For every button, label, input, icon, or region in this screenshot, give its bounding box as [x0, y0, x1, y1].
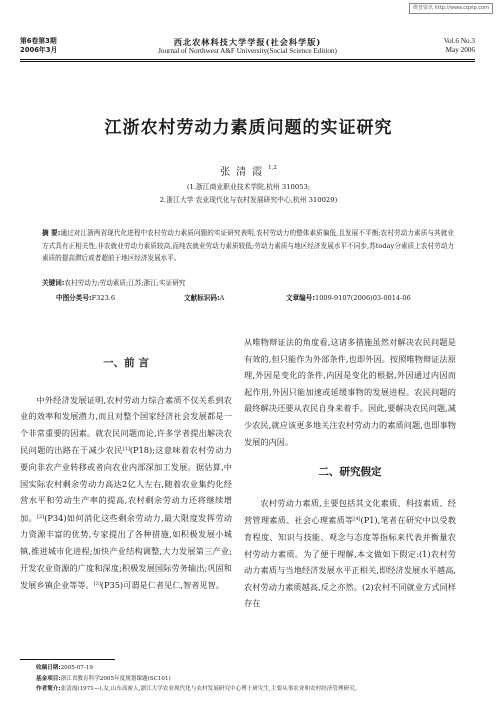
header-rule-thick — [20, 59, 475, 60]
author-affiliation-marker: 1,2 — [268, 165, 277, 171]
volume-en: Vol.6 No.3 — [443, 37, 475, 45]
date-cn: 2006年3月 — [20, 46, 58, 54]
journal-name-en: Journal of Northwest A&F University(Social Science Edition) — [158, 47, 337, 55]
clc-label: 中图分类号: — [56, 294, 92, 302]
article-number — [286, 294, 411, 303]
abstract — [42, 227, 454, 265]
volume-cn: 第6卷第3期 — [20, 37, 57, 45]
left-column — [20, 355, 232, 594]
citation-ref: [4] — [353, 516, 361, 523]
journal-name — [20, 37, 475, 56]
clc-number — [56, 294, 115, 303]
keywords-text: 农村劳动力;劳动素质;江苏;浙江;实证研究 — [64, 279, 186, 287]
keywords-label: 关键词: — [42, 279, 65, 287]
document-code — [184, 294, 224, 303]
citation-ref: [1] — [122, 446, 130, 453]
section-heading-introduction: 一、前 言 — [103, 357, 149, 369]
footnote-author-bio: 作者简介:张清霞(1971—),女,山东高密人,浙江大学农业现代化与农村发展研究中心博士研究生,主要从事农业和农村经济管理研究。 — [36, 686, 361, 693]
article-title: 江浙农村劳动力素质问题的实证研究 — [104, 118, 393, 138]
citation-ref: [3] — [93, 581, 101, 588]
author-line — [0, 163, 497, 178]
citation-ref: [2] — [37, 513, 45, 520]
footnotes — [36, 663, 476, 695]
affiliation-2: 2.浙江大学 农业现代化与农村发展研究中心,杭州 310029) — [159, 196, 338, 204]
footnote-rule — [20, 659, 115, 660]
abstract-text: 通过对江浙两省现代化进程中农村劳动力素质问题的实证研究表明,农村劳动力的整体素质偏低,且发展不平衡;农村劳动力素质与其就业方式具有正相关性,非农就业劳动力素质较高,而纯农就业劳动力素质较低;劳动力素质与地区经济发展水平不同步,苏today分素质上农村劳动力素质的提高滞后或者超前于地区经济发展水平。 — [42, 229, 454, 263]
article-no-label: 文章编号: — [286, 294, 316, 302]
watermark: 维普资讯 http://www.cqvip.com — [409, 3, 493, 14]
doc-code-label: 文献标识码: — [184, 294, 220, 302]
keywords — [42, 279, 454, 288]
date-en: May 2006 — [445, 46, 475, 54]
journal-issue-en — [444, 37, 475, 55]
right-column — [244, 334, 456, 612]
article-no-value: 1009-9107(2006)03-0014-06 — [315, 294, 411, 302]
header-rule-thin — [20, 61, 475, 62]
paragraph-dialectics: 从唯物辩证法的角度看,这诸多措施虽然对解决农民问题是有效的,但只能作为外部条件,也即外因。按照唯物辩证法原理,外因是变化的条件,内因是变化的根据,外因通过内因而起作用,外因只能加速或延缓事物的发展进程。农民问题的最终解决还要从农民自身来着手。因此,要解决农民问题,减少农民,就应该更多地关注农村劳动力的素质问题,也即事物发展的内因。 — [244, 337, 456, 447]
footnote-funding: 基金项目:浙江省教育科学2005年度规划课题(SC101) — [36, 675, 171, 682]
abstract-label: 摘 要: — [42, 229, 61, 237]
doc-code-value: A — [219, 294, 225, 302]
clc-value: F323.6 — [91, 294, 116, 302]
journal-name-cn: 西北农林科技大学学报(社会科学版) — [173, 37, 322, 47]
author-name: 张清霞 — [220, 167, 269, 178]
journal-header — [20, 37, 475, 69]
footnote-received: 收稿日期:2005-07-19 — [36, 665, 93, 671]
affiliation-1: (1.浙江商业职业技术学院,杭州 310053; — [186, 183, 311, 191]
section-heading-hypothesis: 二、研究假定 — [318, 466, 382, 479]
paragraph-hypothesis: 农村劳动力素质,主要包括其文化素质、科技素质、经营管理素质、社会心理素质等[4](P1),笔者在研究中以受教育程度、知识与技能、观念与态度等指标来代表并衡量农村劳动力素质。为了便于理解,本文做如下假定:(1)农村劳动力素质与当地经济发展水平正相关,即经济发展水平越高,农村劳动力素质越高,反之亦然。(2)农村不同就业方式同样存在 — [244, 497, 456, 609]
paragraph-intro: 中外经济发展证明,农村劳动力综合素质不仅关系到农业的效率和发展潜力,而且对整个国家经济社会发展都是一个非常重要的因素。就农民问题而论,许多学者提出解决农民问题的出路在于减少农民[1](P18);这意味着农村劳动力要向非农产业转移或者向农业内部深加工发展。据估算,中国实际农村剩余劳动力高达2亿人左右,随着农业集约化经营水平和劳动生产率的提高,农村剩余劳动力还将继续增加。[2](P34)如何消化这些剩余劳动力,最大限度发挥劳动力资源丰富的优势,专家提出了各种措施,如积极发展小城镇,推进城市化进程;加快产业结构调整,大力发展第三产业;开发农业资源的广度和深度;积极发展国际劳务输出;巩固和发展乡镇企业等等。[3](P35)可谓是仁者见仁,智者见智。 — [20, 394, 232, 591]
